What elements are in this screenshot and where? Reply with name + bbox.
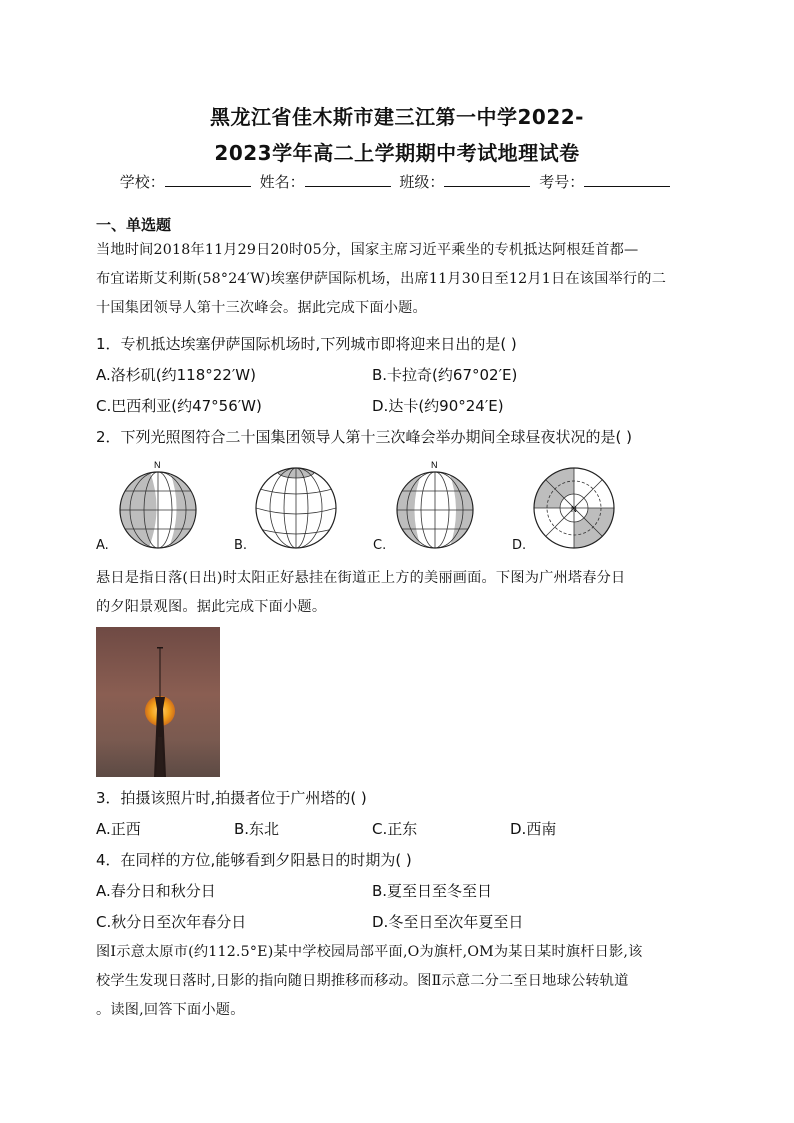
q3-option-c[interactable]: C.正东 [372, 820, 418, 838]
exam-no-blank[interactable] [584, 172, 670, 187]
q3-option-a[interactable]: A.正西 [96, 820, 141, 838]
question-3-stem: 3．拍摄该照片时,拍摄者位于广州塔的( ) [96, 789, 367, 807]
question-2-stem: 2．下列光照图符合二十国集团领导人第十三次峰会举办期间全球昼夜状况的是( ) [96, 428, 633, 446]
student-info-row [0, 171, 794, 192]
name-blank[interactable] [305, 172, 391, 187]
passage-1-line: 十国集团领导人第十三次峰会。据此完成下面小题。 [96, 300, 427, 316]
q3-option-b[interactable]: B.东北 [234, 820, 280, 838]
q2-option-a[interactable]: A. [96, 538, 109, 553]
globe-c-north-label: N [431, 460, 438, 470]
passage-3-line: 。读图,回答下面小题。 [96, 1002, 245, 1018]
section-heading: 一、单选题 [96, 216, 172, 234]
canton-tower-sunset-photo [96, 627, 220, 777]
question-4-stem: 4．在同样的方位,能够看到夕阳悬日的时期为( ) [96, 851, 412, 869]
school-blank[interactable] [165, 172, 251, 187]
exam-title-line2: 2023学年高二上学期期中考试地理试卷 [214, 141, 580, 165]
passage-3-line: 校学生发现日落时,日影的指向随日期推移而移动。图Ⅱ示意二分二至日地球公转轨道 [96, 973, 629, 989]
q4-option-d[interactable]: D.冬至日至次年夏至日 [372, 913, 524, 931]
globe-d-diagram [528, 458, 620, 550]
passage-3-line: 图Ⅰ示意太原市(约112.5°E)某中学校园局部平面,O为旗杆,OM为某日某时旗杆日影,该 [96, 944, 643, 960]
passage-2-line: 的夕阳景观图。据此完成下面小题。 [96, 599, 327, 615]
passage-2-line: 悬日是指日落(日出)时太阳正好悬挂在街道正上方的美丽画面。下图为广州塔春分日 [96, 570, 626, 586]
class-blank[interactable] [444, 172, 530, 187]
exam-no-label: 考号： [539, 173, 585, 191]
globe-c-diagram [389, 458, 481, 550]
q3-option-d[interactable]: D.西南 [510, 820, 557, 838]
passage-1-line: 当地时间2018年11月29日20时05分，国家主席习近平乘坐的专机抵达阿根廷首都— [96, 242, 639, 258]
passage-1-line: 布宜诺斯艾利斯(58°24′W)埃塞伊萨国际机场，出席11月30日至12月1日在该国举行的二 [96, 271, 667, 287]
school-label: 学校： [119, 173, 165, 191]
globe-a-north-label: N [154, 460, 161, 470]
exam-title-line1: 黑龙江省佳木斯市建三江第一中学2022- [210, 105, 584, 129]
q4-option-b[interactable]: B.夏至日至冬至日 [372, 882, 493, 900]
q1-option-d[interactable]: D.达卡(约90°24′E) [372, 397, 504, 415]
q4-option-a[interactable]: A.春分日和秋分日 [96, 882, 216, 900]
q1-option-a[interactable]: A.洛杉矶(约118°22′W) [96, 366, 256, 384]
passage-3 [96, 938, 698, 1025]
q1-option-c[interactable]: C.巴西利亚(约47°56′W) [96, 397, 262, 415]
question-1-stem: 1．专机抵达埃塞伊萨国际机场时,下列城市即将迎来日出的是( ) [96, 335, 517, 353]
q1-option-b[interactable]: B.卡拉奇(约67°02′E) [372, 366, 518, 384]
globe-d-north-label: N [571, 505, 577, 514]
q2-option-c[interactable]: C. [373, 538, 387, 553]
globe-a-diagram [112, 458, 204, 550]
passage-2 [96, 564, 698, 622]
q2-option-d[interactable]: D. [512, 538, 527, 553]
globe-b-diagram [250, 458, 342, 550]
name-label: 姓名： [259, 173, 305, 191]
q4-option-c[interactable]: C.秋分日至次年春分日 [96, 913, 247, 931]
passage-1 [96, 236, 698, 323]
q2-option-b[interactable]: B. [234, 538, 248, 553]
class-label: 班级： [399, 173, 445, 191]
